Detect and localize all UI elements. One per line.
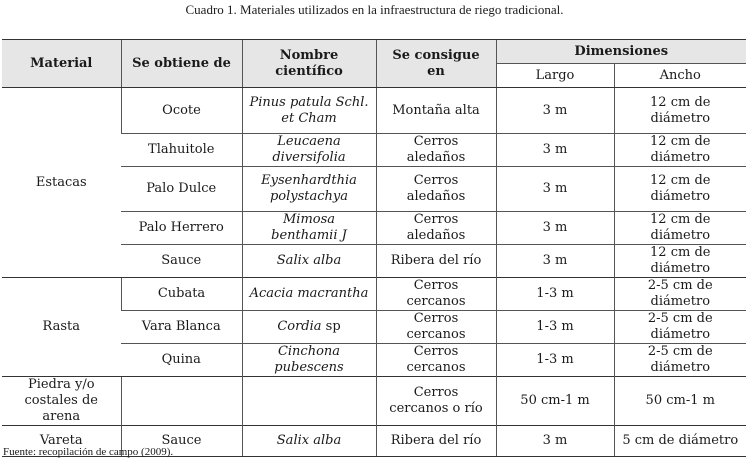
cell-se-obtiene-de: Tlahuitole <box>121 134 242 167</box>
cell-nombre-cientifico <box>242 167 376 212</box>
cell-se-obtiene-de: Cubata <box>121 278 242 311</box>
cell-se-consigue-en: Ribera del río <box>376 245 496 278</box>
table-body <box>2 88 746 457</box>
table-row <box>2 88 746 134</box>
table-row <box>2 278 746 311</box>
cell-nombre-cientifico <box>242 344 376 377</box>
cell-nombre-cientifico <box>242 377 376 426</box>
header-largo: Largo <box>496 64 614 88</box>
cell-se-consigue-en: Cerros aledaños <box>376 134 496 167</box>
cell-se-obtiene-de: Palo Dulce <box>121 167 242 212</box>
cell-ancho: 2-5 cm de diámetro <box>614 311 746 344</box>
cell-largo: 3 m <box>496 245 614 278</box>
cell-se-consigue-en: Cerros cercanos <box>376 311 496 344</box>
cell-nombre-cientifico <box>242 426 376 457</box>
cell-se-consigue-en: Ribera del río <box>376 426 496 457</box>
cell-largo: 3 m <box>496 212 614 245</box>
cell-se-obtiene-de: Sauce <box>121 426 242 457</box>
cell-se-consigue-en: Cerros cercanos o río <box>376 377 496 426</box>
cell-se-obtiene-de: Quina <box>121 344 242 377</box>
cell-se-obtiene-de: Ocote <box>121 88 242 134</box>
scientific-name: Leucaena diversifolia <box>272 134 346 165</box>
scientific-name: Salix alba <box>276 433 342 448</box>
cell-largo: 1-3 m <box>496 311 614 344</box>
cell-se-obtiene-de: Vara Blanca <box>121 311 242 344</box>
cell-se-consigue-en: Cerros aledaños <box>376 167 496 212</box>
scientific-name: Eysenhardthia polystachya <box>261 173 357 204</box>
cell-se-obtiene-de: Palo Herrero <box>121 212 242 245</box>
header-ancho: Ancho <box>614 64 746 88</box>
cell-ancho: 12 cm de diámetro <box>614 245 746 278</box>
scientific-name: Pinus patula Schl. et Cham <box>249 94 369 126</box>
cell-nombre-cientifico <box>242 88 376 134</box>
scientific-name-suffix: sp <box>325 319 341 334</box>
cell-nombre-cientifico <box>242 278 376 311</box>
cell-largo: 3 m <box>496 426 614 457</box>
cell-ancho: 12 cm de diámetro <box>614 167 746 212</box>
cell-largo: 3 m <box>496 167 614 212</box>
cell-nombre-cientifico <box>242 134 376 167</box>
cell-nombre-cientifico <box>242 212 376 245</box>
materials-table <box>2 39 746 457</box>
header-nombre-cientifico: Nombre científico <box>242 40 376 88</box>
scientific-name: Acacia macrantha <box>249 286 369 301</box>
cell-ancho: 5 cm de diámetro <box>614 426 746 457</box>
cell-nombre-cientifico <box>242 311 376 344</box>
cell-largo: 50 cm-1 m <box>496 377 614 426</box>
cell-material: Rasta <box>2 278 121 377</box>
table-row <box>2 377 746 426</box>
header-dimensiones: Dimensiones <box>496 40 746 64</box>
cell-ancho: 12 cm de diámetro <box>614 212 746 245</box>
cell-ancho: 12 cm de diámetro <box>614 88 746 134</box>
cell-se-consigue-en: Montaña alta <box>376 88 496 134</box>
scientific-name: Mimosa benthamii J <box>271 212 347 243</box>
cell-ancho: 12 cm de diámetro <box>614 134 746 167</box>
header-material: Material <box>2 40 121 88</box>
cell-material: Estacas <box>2 88 121 278</box>
scientific-name: Cinchona pubescens <box>274 344 344 375</box>
scientific-name: Salix alba <box>276 253 342 268</box>
scientific-name: Cordia <box>277 319 322 334</box>
cell-largo: 1-3 m <box>496 278 614 311</box>
cell-nombre-cientifico <box>242 245 376 278</box>
table-caption: Cuadro 1. Materiales utilizados en la infraestructura de riego tradicional. <box>185 2 564 17</box>
cell-se-obtiene-de: Sauce <box>121 245 242 278</box>
cell-material: Piedra y/o costales de arena <box>2 377 121 426</box>
cell-largo: 3 m <box>496 134 614 167</box>
cell-ancho: 2-5 cm de diámetro <box>614 344 746 377</box>
cell-se-consigue-en: Cerros aledaños <box>376 212 496 245</box>
source-note: Fuente: recopilación de campo (2009). <box>3 446 174 458</box>
cell-largo: 1-3 m <box>496 344 614 377</box>
header-se-consigue-en: Se consigue en <box>376 40 496 88</box>
header-se-obtiene-de: Se obtiene de <box>121 40 242 88</box>
cell-se-consigue-en: Cerros cercanos <box>376 344 496 377</box>
cell-largo: 3 m <box>496 88 614 134</box>
cell-se-obtiene-de <box>121 377 242 426</box>
cell-ancho: 50 cm-1 m <box>614 377 746 426</box>
cell-se-consigue-en: Cerros cercanos <box>376 278 496 311</box>
cell-material: Vareta <box>2 426 121 457</box>
cell-ancho: 2-5 cm de diámetro <box>614 278 746 311</box>
